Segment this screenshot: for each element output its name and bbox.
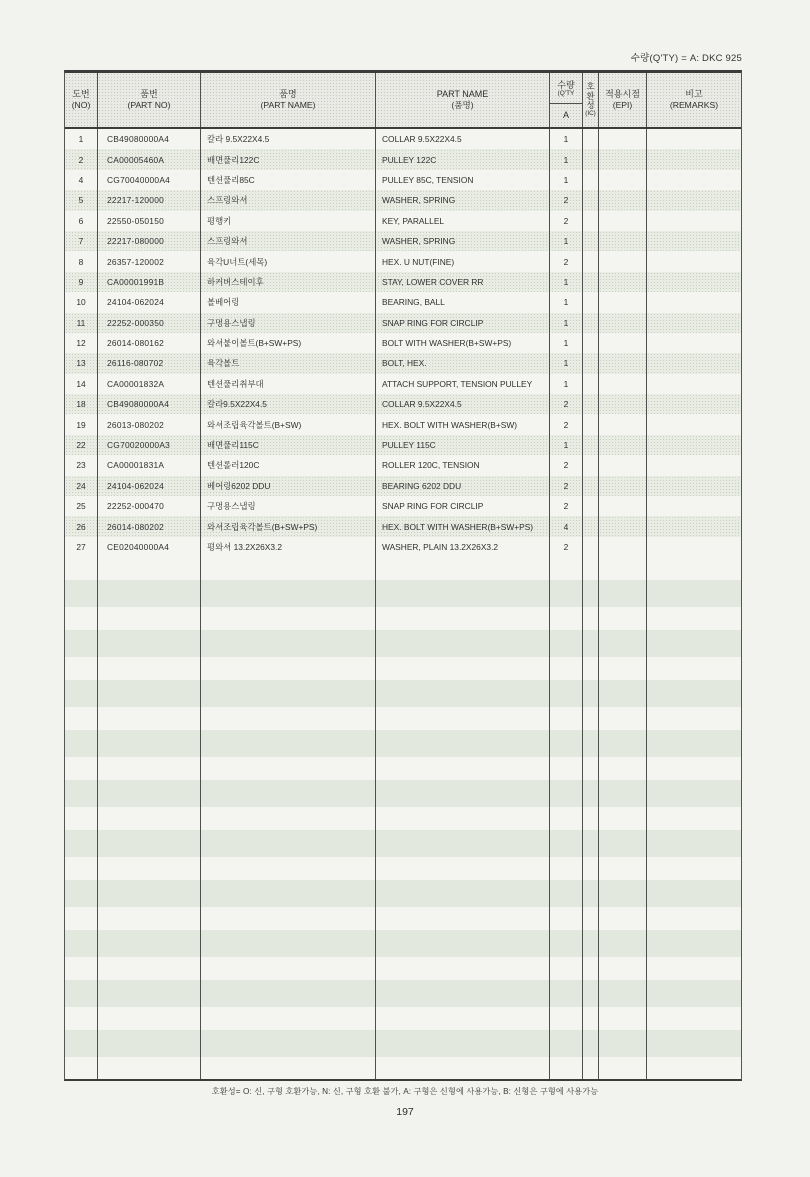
page-number: 197 [396, 1106, 414, 1118]
cell-qty: 2 [550, 190, 583, 210]
cell-qty: 1 [550, 313, 583, 333]
cell-no: 25 [65, 496, 98, 516]
cell-ic [583, 149, 599, 169]
header-remarks-kr: 비고 [685, 89, 703, 100]
cell-remarks [647, 292, 741, 312]
cell-ic [583, 190, 599, 210]
header-no-en: (NO) [71, 100, 91, 111]
cell-epi [599, 476, 647, 496]
cell-ic [583, 333, 599, 353]
cell-ic [583, 476, 599, 496]
cell-part-no: 22252-000350 [98, 313, 201, 333]
header-qty-top [550, 73, 582, 104]
header-epi-kr: 적용시점 [605, 89, 640, 100]
cell-part-no: 26116-080702 [98, 353, 201, 373]
cell-remarks [647, 190, 741, 210]
cell-part-name-en: BOLT, HEX. [376, 353, 550, 373]
cell-part-name-en: BEARING 6202 DDU [376, 476, 550, 496]
cell-part-no: 22252-000470 [98, 496, 201, 516]
cell-part-name-en: PULLEY 115C [376, 435, 550, 455]
cell-part-no: CE02040000A4 [98, 537, 201, 557]
empty-col-part-name-en [376, 557, 550, 1079]
cell-remarks [647, 333, 741, 353]
cell-qty: 2 [550, 537, 583, 557]
cell-ic [583, 292, 599, 312]
empty-col-part-name-kr [201, 557, 376, 1079]
cell-qty: 1 [550, 129, 583, 149]
cell-part-no: CA00001831A [98, 455, 201, 475]
cell-no: 27 [65, 537, 98, 557]
table-row [65, 231, 741, 251]
cell-ic [583, 313, 599, 333]
cell-no: 11 [65, 313, 98, 333]
cell-ic [583, 272, 599, 292]
cell-part-name-en: SNAP RING FOR CIRCLIP [376, 496, 550, 516]
cell-remarks [647, 313, 741, 333]
cell-qty: 2 [550, 496, 583, 516]
cell-part-name-kr: 와셔조립육각볼트(B+SW) [201, 414, 376, 434]
cell-no: 9 [65, 272, 98, 292]
cell-no: 7 [65, 231, 98, 251]
compatibility-legend: 호환성= O: 신, 구형 호환가능, N: 신, 구형 호환 불가, A: 구형은 신형에 사용가능, B: 신형은 구형에 사용가능 [211, 1087, 599, 1096]
empty-col-ic [583, 557, 599, 1079]
header-remarks-en: (REMARKS) [669, 100, 719, 111]
cell-remarks [647, 496, 741, 516]
cell-part-no: CG70020000A3 [98, 435, 201, 455]
cell-part-name-kr: 평행키 [201, 211, 376, 231]
cell-part-name-en: WASHER, SPRING [376, 190, 550, 210]
header-ic [583, 73, 599, 127]
cell-no: 13 [65, 353, 98, 373]
header-ic-en: (IC) [585, 109, 596, 117]
cell-no: 10 [65, 292, 98, 312]
table-row [65, 149, 741, 169]
header-no-kr: 도번 [72, 89, 90, 100]
cell-no: 1 [65, 129, 98, 149]
header-part-name-en [376, 73, 550, 127]
header-part-name-kr-en: (PART NAME) [260, 100, 316, 111]
cell-epi [599, 251, 647, 271]
cell-part-name-kr: 와셔조립육각볼트(B+SW+PS) [201, 516, 376, 536]
cell-no: 4 [65, 170, 98, 190]
cell-part-no: CB49080000A4 [98, 129, 201, 149]
cell-no: 19 [65, 414, 98, 434]
cell-qty: 2 [550, 414, 583, 434]
cell-part-no: 22217-120000 [98, 190, 201, 210]
table-row [65, 251, 741, 271]
cell-part-no: 24104-062024 [98, 292, 201, 312]
cell-remarks [647, 211, 741, 231]
empty-col-remarks [647, 557, 741, 1079]
cell-part-name-kr: 텐션롤러120C [201, 455, 376, 475]
cell-part-name-en: SNAP RING FOR CIRCLIP [376, 313, 550, 333]
cell-part-name-kr: 하커버스테이후 [201, 272, 376, 292]
cell-part-name-en: PULLEY 85C, TENSION [376, 170, 550, 190]
cell-epi [599, 313, 647, 333]
cell-epi [599, 149, 647, 169]
cell-no: 18 [65, 394, 98, 414]
header-part-name-kr [201, 73, 376, 127]
cell-part-name-en: BEARING, BALL [376, 292, 550, 312]
cell-remarks [647, 435, 741, 455]
cell-part-no: CA00001991B [98, 272, 201, 292]
cell-part-no: 22550-050150 [98, 211, 201, 231]
cell-part-name-kr: 구멍용스냅링 [201, 496, 376, 516]
cell-part-name-kr: 칼라 9.5X22X4.5 [201, 129, 376, 149]
table-row [65, 333, 741, 353]
cell-remarks [647, 272, 741, 292]
table-row [65, 374, 741, 394]
header-no [65, 73, 98, 127]
cell-qty: 2 [550, 251, 583, 271]
cell-ic [583, 251, 599, 271]
cell-part-name-kr: 배면풀리122C [201, 149, 376, 169]
table-row [65, 170, 741, 190]
header-part-name-kr-kr: 품명 [279, 89, 297, 100]
cell-epi [599, 516, 647, 536]
cell-no: 14 [65, 374, 98, 394]
cell-epi [599, 190, 647, 210]
cell-part-no: 22217-080000 [98, 231, 201, 251]
cell-ic [583, 374, 599, 394]
cell-qty: 1 [550, 353, 583, 373]
cell-epi [599, 170, 647, 190]
cell-remarks [647, 516, 741, 536]
cell-qty: 2 [550, 211, 583, 231]
cell-part-name-en: HEX. BOLT WITH WASHER(B+SW+PS) [376, 516, 550, 536]
cell-qty: 1 [550, 170, 583, 190]
cell-epi [599, 394, 647, 414]
cell-no: 24 [65, 476, 98, 496]
header-part-no-en: (PART NO) [127, 100, 171, 111]
cell-no: 6 [65, 211, 98, 231]
header-epi-en: (EPI) [612, 100, 633, 111]
empty-col-no [65, 557, 98, 1079]
cell-part-name-en: PULLEY 122C [376, 149, 550, 169]
cell-part-name-kr: 볼베어링 [201, 292, 376, 312]
table-row [65, 414, 741, 434]
cell-no: 26 [65, 516, 98, 536]
cell-part-name-en: WASHER, PLAIN 13.2X26X3.2 [376, 537, 550, 557]
cell-part-no: 24104-062024 [98, 476, 201, 496]
cell-qty: 2 [550, 476, 583, 496]
empty-col-part-no [98, 557, 201, 1079]
cell-epi [599, 537, 647, 557]
cell-ic [583, 211, 599, 231]
table-body [65, 129, 741, 557]
cell-part-name-kr: 텐션풀리85C [201, 170, 376, 190]
cell-part-name-kr: 평와셔 13.2X26X3.2 [201, 537, 376, 557]
cell-qty: 4 [550, 516, 583, 536]
parts-table [64, 70, 742, 1081]
table-row [65, 496, 741, 516]
header-part-no-kr: 품번 [140, 89, 158, 100]
table-row [65, 211, 741, 231]
cell-part-no: 26013-080202 [98, 414, 201, 434]
cell-remarks [647, 476, 741, 496]
table-row [65, 516, 741, 536]
cell-no: 23 [65, 455, 98, 475]
cell-remarks [647, 251, 741, 271]
cell-qty: 2 [550, 455, 583, 475]
cell-part-name-en: STAY, LOWER COVER RR [376, 272, 550, 292]
cell-epi [599, 496, 647, 516]
cell-remarks [647, 353, 741, 373]
cell-part-name-kr: 베어링6202 DDU [201, 476, 376, 496]
cell-ic [583, 537, 599, 557]
cell-part-name-kr: 배면풀리115C [201, 435, 376, 455]
header-epi [599, 73, 647, 127]
cell-part-name-kr: 스프링와셔 [201, 190, 376, 210]
cell-epi [599, 231, 647, 251]
cell-ic [583, 496, 599, 516]
cell-no: 5 [65, 190, 98, 210]
cell-remarks [647, 231, 741, 251]
header-remarks [647, 73, 741, 127]
cell-part-name-en: WASHER, SPRING [376, 231, 550, 251]
cell-part-no: CG70040000A4 [98, 170, 201, 190]
cell-qty: 1 [550, 231, 583, 251]
cell-epi [599, 333, 647, 353]
table-row [65, 272, 741, 292]
cell-part-no: 26014-080162 [98, 333, 201, 353]
table-row [65, 129, 741, 149]
cell-part-no: CA00005460A [98, 149, 201, 169]
cell-remarks [647, 414, 741, 434]
header-part-name-en-kr: PART NAME [436, 89, 489, 100]
cell-ic [583, 170, 599, 190]
cell-part-no: CB49080000A4 [98, 394, 201, 414]
cell-part-name-en: BOLT WITH WASHER(B+SW+PS) [376, 333, 550, 353]
empty-col-epi [599, 557, 647, 1079]
cell-remarks [647, 374, 741, 394]
empty-col-qty [550, 557, 583, 1079]
cell-ic [583, 394, 599, 414]
header-qty-en: (Q'TY [557, 90, 575, 98]
table-row [65, 190, 741, 210]
cell-part-name-kr: 육각U너트(세목) [201, 251, 376, 271]
cell-no: 2 [65, 149, 98, 169]
table-row [65, 292, 741, 312]
cell-ic [583, 516, 599, 536]
cell-qty: 1 [550, 374, 583, 394]
cell-part-name-en: KEY, PARALLEL [376, 211, 550, 231]
cell-epi [599, 272, 647, 292]
cell-part-name-kr: 스프링와셔 [201, 231, 376, 251]
cell-part-name-kr: 와셔붙이볼트(B+SW+PS) [201, 333, 376, 353]
cell-qty: 2 [550, 394, 583, 414]
table-header-row [65, 73, 741, 129]
cell-epi [599, 435, 647, 455]
cell-epi [599, 455, 647, 475]
cell-epi [599, 414, 647, 434]
header-qty [550, 73, 583, 127]
cell-qty: 1 [550, 149, 583, 169]
cell-remarks [647, 170, 741, 190]
cell-no: 12 [65, 333, 98, 353]
table-row [65, 476, 741, 496]
table-row [65, 394, 741, 414]
cell-remarks [647, 537, 741, 557]
cell-epi [599, 374, 647, 394]
cell-epi [599, 129, 647, 149]
cell-qty: 1 [550, 333, 583, 353]
cell-part-name-kr: 텐션풀리취부대 [201, 374, 376, 394]
cell-part-name-en: ROLLER 120C, TENSION [376, 455, 550, 475]
cell-part-no: 26357-120002 [98, 251, 201, 271]
cell-part-no: CA00001832A [98, 374, 201, 394]
cell-part-name-en: HEX. BOLT WITH WASHER(B+SW) [376, 414, 550, 434]
cell-remarks [647, 455, 741, 475]
table-row [65, 537, 741, 557]
table-row [65, 435, 741, 455]
cell-qty: 1 [550, 272, 583, 292]
header-part-no [98, 73, 201, 127]
cell-epi [599, 353, 647, 373]
cell-part-name-en: ATTACH SUPPORT, TENSION PULLEY [376, 374, 550, 394]
cell-qty: 1 [550, 435, 583, 455]
cell-part-name-kr: 칼라9.5X22X4.5 [201, 394, 376, 414]
table-row [65, 455, 741, 475]
cell-remarks [647, 149, 741, 169]
header-qty-kr: 수량 [557, 79, 575, 90]
cell-ic [583, 129, 599, 149]
cell-part-name-en: COLLAR 9.5X22X4.5 [376, 394, 550, 414]
cell-remarks [647, 129, 741, 149]
cell-epi [599, 211, 647, 231]
cell-no: 22 [65, 435, 98, 455]
cell-no: 8 [65, 251, 98, 271]
header-part-name-en-en: (품명) [451, 100, 474, 111]
cell-ic [583, 414, 599, 434]
cell-part-name-kr: 육각볼트 [201, 353, 376, 373]
cell-ic [583, 353, 599, 373]
cell-epi [599, 292, 647, 312]
cell-ic [583, 435, 599, 455]
header-qty-variant-label: A [562, 110, 569, 121]
header-qty-variant [550, 104, 582, 127]
cell-part-name-en: HEX. U NUT(FINE) [376, 251, 550, 271]
cell-part-no: 26014-080202 [98, 516, 201, 536]
cell-ic [583, 455, 599, 475]
quantity-corner-note: 수량(Q'TY) = A: DKC 925 [630, 53, 742, 64]
table-row [65, 313, 741, 333]
table-empty-region [65, 557, 741, 1079]
cell-part-name-kr: 구멍용스냅링 [201, 313, 376, 333]
cell-remarks [647, 394, 741, 414]
table-row [65, 353, 741, 373]
cell-ic [583, 231, 599, 251]
cell-part-name-en: COLLAR 9.5X22X4.5 [376, 129, 550, 149]
header-ic-kr: 호환성 [586, 81, 595, 111]
cell-qty: 1 [550, 292, 583, 312]
